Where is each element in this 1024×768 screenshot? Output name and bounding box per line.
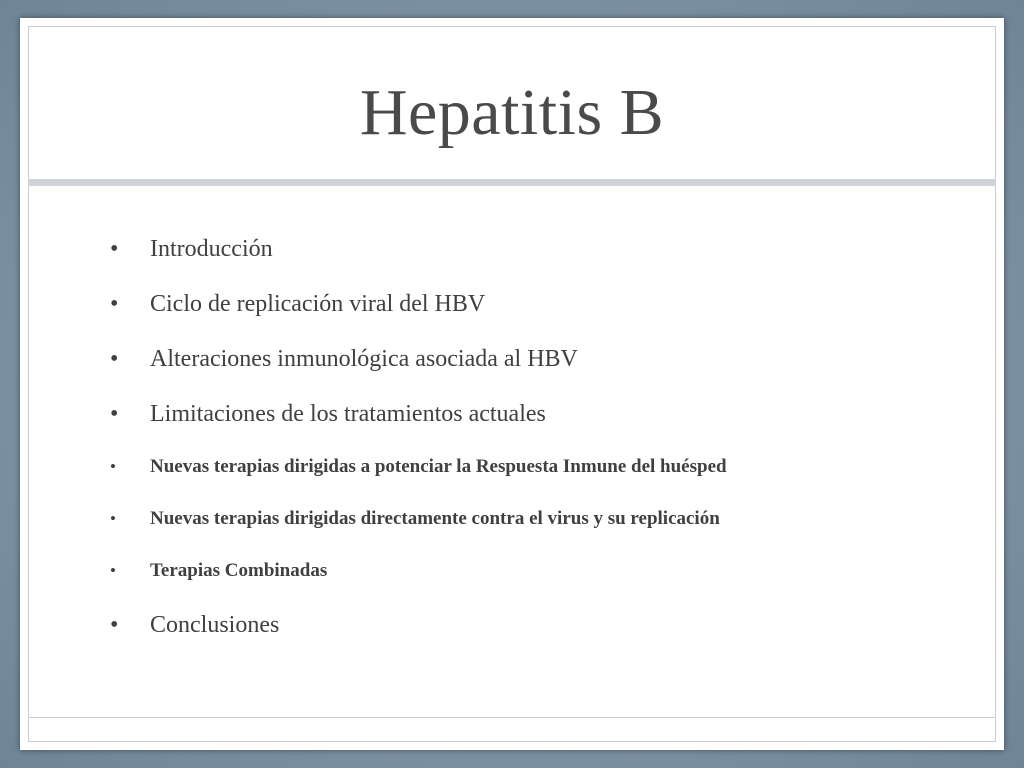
list-item	[110, 236, 964, 291]
list-item	[110, 560, 964, 612]
list-item	[110, 508, 964, 560]
slide-title: Hepatitis B	[359, 76, 665, 149]
list-item-text: Alteraciones inmunológica asociada al HBV	[150, 346, 578, 372]
bullet-icon: •	[110, 346, 119, 372]
list-item-text: Terapias Combinadas	[150, 560, 328, 581]
list-item-text: Nuevas terapias dirigidas a potenciar la Respuesta Inmune del huésped	[150, 456, 727, 477]
list-item-text: Limitaciones de los tratamientos actuales	[150, 401, 546, 427]
list-item-text: Introducción	[150, 236, 273, 262]
title-divider	[28, 179, 996, 186]
bullet-icon: •	[110, 236, 119, 262]
bullet-icon: •	[110, 457, 116, 476]
slide	[20, 18, 1004, 750]
footer-divider	[28, 717, 996, 718]
list-item-text: Nuevas terapias dirigidas directamente contra el virus y su replicación	[150, 508, 720, 529]
bullet-icon: •	[110, 509, 116, 528]
bullet-icon: •	[110, 291, 119, 317]
list-item	[110, 612, 964, 667]
list-item	[110, 401, 964, 456]
list-item	[110, 456, 964, 508]
list-item	[110, 346, 964, 401]
bullet-icon: •	[110, 612, 119, 638]
list-item-text: Conclusiones	[150, 612, 280, 638]
bullet-list	[110, 236, 964, 667]
list-item	[110, 291, 964, 346]
bullet-icon: •	[110, 561, 116, 580]
bullet-icon: •	[110, 401, 119, 427]
list-item-text: Ciclo de replicación viral del HBV	[150, 291, 486, 317]
